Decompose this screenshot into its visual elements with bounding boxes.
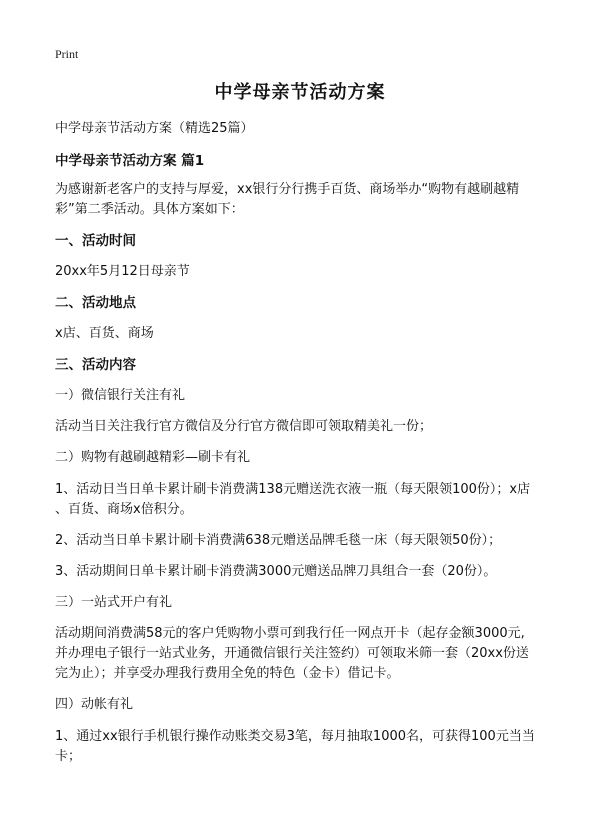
account-line-2: 并办理电子银行一站式业务，开通微信银行关注签约）可领取米筛一套（20xx份送 — [55, 646, 529, 661]
account-line-3: 完为止）；并享受办理我行费用全免的特色（金卡）借记卡。 — [55, 666, 400, 681]
print-label: Print — [55, 47, 79, 61]
account-line-1: 活动期间消费满58元的客户凭购物小票可到我行任一网点开卡（起存金额3000元, — [55, 626, 525, 641]
intro-line-1: 为感谢新老客户的支持与厚爱，xx银行分行携手百货、商场举办“购物有越刷越精 — [55, 182, 520, 197]
card-item-3: 3、活动期间日单卡累计刷卡消费满3000元赠送品牌刀具组合一套（20份）。 — [55, 564, 497, 579]
card-item-1-line-1: 1、活动日当日单卡累计刷卡消费满138元赠送洗衣液一瓶（每天限领100份）；x店 — [55, 482, 531, 497]
subheading-transaction: 四）动帐有礼 — [55, 697, 134, 712]
place-text: x店、百货、商场 — [55, 326, 154, 341]
section-title: 中学母亲节活动方案 篇1 — [55, 153, 205, 169]
transaction-line-2: 卡； — [55, 749, 82, 764]
subheading-card: 二）购物有越刷越精彩—刷卡有礼 — [55, 450, 251, 465]
card-item-1-line-2: 、百货、商场x倍积分。 — [55, 502, 193, 517]
heading-time: 一、活动时间 — [55, 233, 136, 249]
page-title: 中学母亲节活动方案 — [214, 82, 386, 103]
wechat-text: 活动当日关注我行官方微信及分行官方微信即可领取精美礼一份； — [55, 419, 433, 434]
subtitle: 中学母亲节活动方案（精选25篇） — [55, 121, 254, 136]
transaction-line-1: 1、通过xx银行手机银行操作动账类交易3笔，每月抽取1000名，可获得100元当当 — [55, 729, 535, 744]
heading-content: 三、活动内容 — [55, 357, 136, 373]
subheading-account: 三）一站式开户有礼 — [55, 595, 173, 610]
intro-line-2: 彩”第二季活动。具体方案如下： — [55, 202, 244, 217]
time-text: 20xx年5月12日母亲节 — [55, 264, 190, 279]
subheading-wechat: 一）微信银行关注有礼 — [55, 388, 186, 403]
card-item-2: 2、活动当日单卡累计刷卡消费满638元赠送品牌毛毯一床（每天限领50份）； — [55, 533, 502, 548]
heading-place: 二、活动地点 — [55, 295, 136, 311]
